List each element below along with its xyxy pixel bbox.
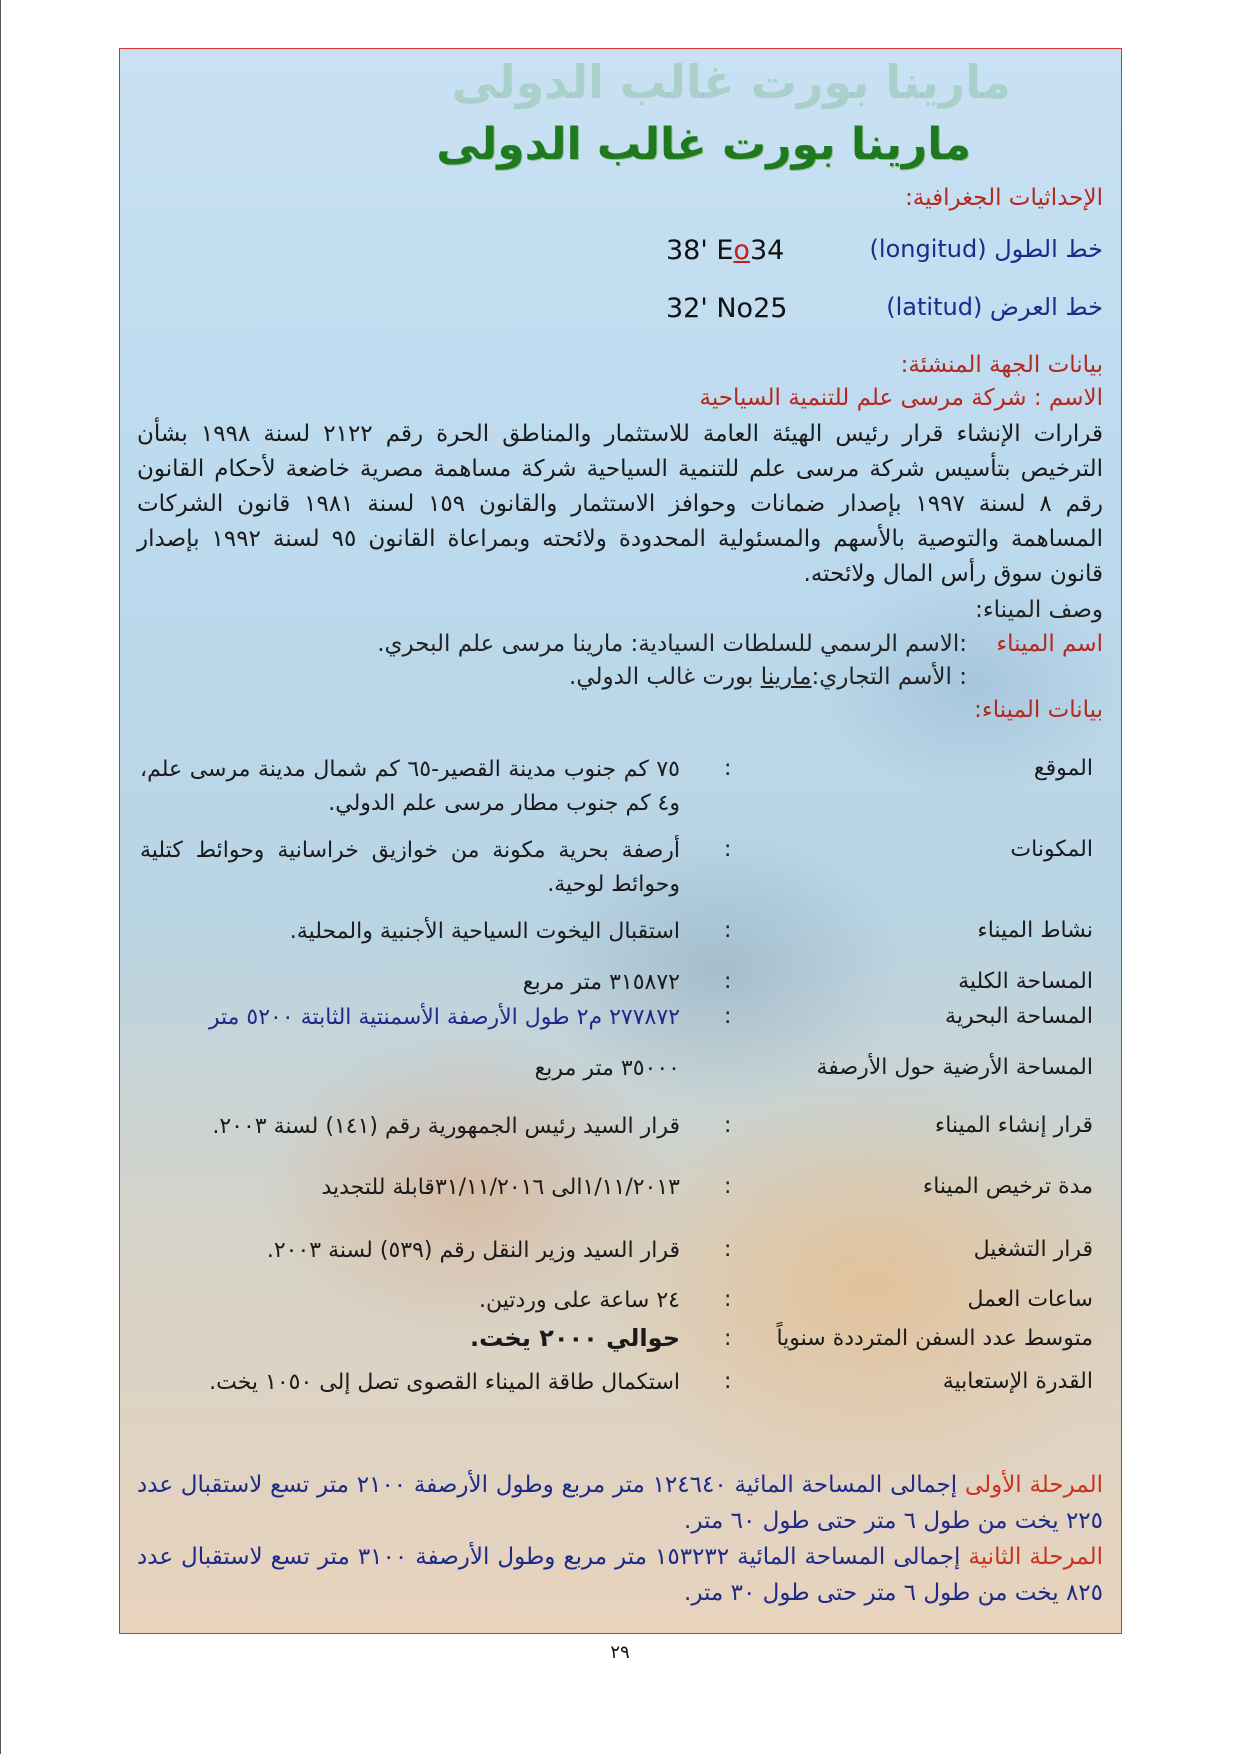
commercial-name-link[interactable]: مارينا	[760, 664, 812, 690]
longitude-value: 38' Eo34	[666, 235, 785, 266]
row-value-total-area: ٣١٥٨٧٢ متر مربع	[522, 970, 680, 995]
port-desc-heading: وصف الميناء:	[975, 597, 1103, 623]
watermark-title: مارينا بورت غالب الدولى	[451, 55, 1011, 109]
row-value-license-period: ١/١١/٢٠١٣الى ٣١/١١/٢٠١٦قابلة للتجديد	[321, 1175, 680, 1200]
row-label-establishment-decision: قرار إنشاء الميناء	[934, 1113, 1093, 1138]
row-label-avg-vessels: متوسط عدد السفن المترددة سنوياً	[776, 1326, 1093, 1351]
row-value-working-hours: ٢٤ ساعة على وردتين.	[479, 1288, 680, 1313]
page-number: ٢٩	[610, 1642, 630, 1663]
port-commercial-name: : الأسم التجاري:مارينا بورت غالب الدولي.	[569, 664, 967, 690]
longitude-label: خط الطول (longitud)	[869, 235, 1103, 263]
row-colon: :	[724, 1174, 732, 1199]
row-colon: :	[724, 918, 732, 943]
row-label-components: المكونات	[1010, 837, 1093, 862]
row-colon: :	[724, 1369, 732, 1394]
row-label-total-area: المساحة الكلية	[958, 969, 1093, 994]
authority-name: الاسم : شركة مرسى علم للتنمية السياحية	[699, 385, 1103, 411]
coords-heading: الإحداثيات الجغرافية:	[905, 185, 1103, 211]
row-colon: :	[724, 756, 732, 781]
row-label-land-area: المساحة الأرضية حول الأرصفة	[816, 1055, 1093, 1080]
row-value-activity: استقبال اليخوت السياحية الأجنبية والمحلية.	[289, 919, 680, 944]
row-label-license-period: مدة ترخيص الميناء	[922, 1174, 1093, 1199]
row-label-location: الموقع	[1033, 756, 1093, 781]
row-value-establishment-decision: قرار السيد رئيس الجمهورية رقم (١٤١) لسنة ٢٠٠٣.	[212, 1114, 680, 1139]
row-label-activity: نشاط الميناء	[977, 918, 1093, 943]
page-edge	[0, 0, 1, 1754]
row-colon: :	[724, 1004, 732, 1029]
page-title: مارينا بورت غالب الدولى	[436, 119, 971, 170]
row-colon: :	[724, 1237, 732, 1262]
latitude-value: 32' No25	[666, 293, 788, 324]
row-label-operation-decision: قرار التشغيل	[973, 1237, 1093, 1262]
row-colon: :	[724, 1287, 732, 1312]
latitude-label: خط العرض (latitud)	[886, 293, 1103, 321]
row-value-operation-decision: قرار السيد وزير النقل رقم (٥٣٩) لسنة ٢٠٠٣.	[266, 1238, 680, 1263]
row-label-working-hours: ساعات العمل	[967, 1287, 1093, 1312]
row-label-marine-area: المساحة البحرية	[945, 1004, 1093, 1029]
row-colon: :	[724, 1113, 732, 1138]
authority-heading: بيانات الجهة المنشئة:	[900, 352, 1103, 378]
port-official-name: :الاسم الرسمي للسلطات السيادية: مارينا مرسى علم البحري.	[377, 631, 967, 657]
phase-one: المرحلة الأولى إجمالى المساحة المائية ١٢٤٦٤٠ متر مربع وطول الأرصفة ٢١٠٠ متر تسع لاستقبال عدد ٢٢٥ يخت من طول ٦ متر حتى طول ٦٠ متر.	[137, 1472, 1103, 1534]
row-value-components: أرصفة بحرية مكونة من خوازيق خراسانية وحوائط كتلية وحوائط لوحية.	[140, 838, 680, 897]
row-value-marine-area: ٢٧٧٨٧٢ م٢ طول الأرصفة الأسمنتية الثابتة ٥٢٠٠ متر	[208, 1005, 680, 1030]
port-data-heading: بيانات الميناء:	[974, 697, 1103, 723]
authority-decisions: قرارات الإنشاء قرار رئيس الهيئة العامة للاستثمار والمناطق الحرة رقم ٢١٢٢ لسنة ١٩٩٨ بشأن الترخيص بتأسيس شركة مرسى علم للتنمية السياحية شركة مساهمة مصرية خاضعة لأحكام القانون رقم ٨ لسنة ١٩٩٧ بإصدار ضمانات وحوافز الاستثمار والقانون ١٥٩ لسنة ١٩٨١ قانون الشركات المساهمة والتوصية بالأسهم والمسئولية المحدودة ولائحته وبمراعاة القانون ٩٥ لسنة ١٩٩٢ بإصدار قانون سوق رأس المال ولائحته.	[137, 421, 1103, 587]
row-value-land-area: ٣٥٠٠٠ متر مربع	[534, 1056, 680, 1081]
row-label-capacity: القدرة الإستعابية	[942, 1369, 1093, 1394]
row-colon: :	[724, 837, 732, 862]
row-colon: :	[724, 969, 732, 994]
row-value-location: ٧٥ كم جنوب مدينة القصير-٦٥ كم شمال مدينة مرسى علم، و٤ كم جنوب مطار مرسى علم الدولي.	[140, 757, 680, 816]
phase-two: المرحلة الثانية إجمالى المساحة المائية ١٥٣٢٣٢ متر مربع وطول الأرصفة ٣١٠٠ متر تسع لاستقبال عدد ٨٢٥ يخت من طول ٦ متر حتى طول ٣٠ متر.	[137, 1544, 1103, 1606]
page-frame	[119, 48, 1122, 1634]
port-name-label: اسم الميناء	[996, 631, 1103, 657]
row-colon: :	[724, 1326, 732, 1351]
row-value-capacity: استكمال طاقة الميناء القصوى تصل إلى ١٠٥٠ يخت.	[209, 1370, 680, 1395]
row-value-avg-vessels: حوالي ٢٠٠٠ يخت.	[470, 1324, 680, 1352]
